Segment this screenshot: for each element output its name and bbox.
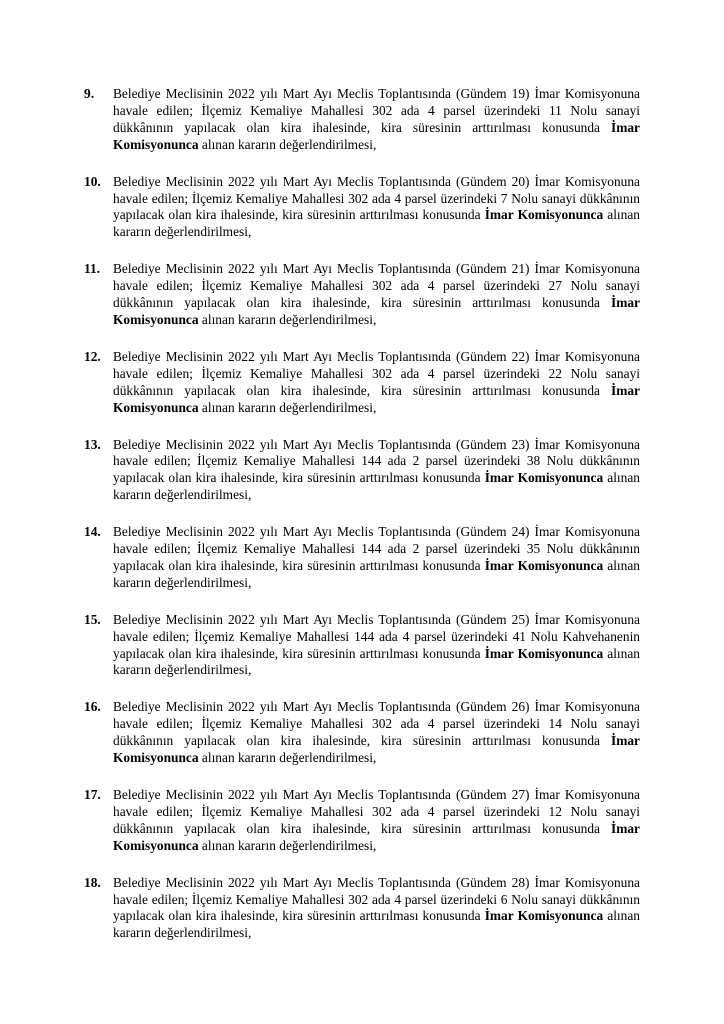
committee-name: İmar Komisyonunca — [113, 119, 640, 152]
agenda-item-text — [113, 612, 640, 680]
agenda-item-ending: alınan kararın değerlendirilmesi, — [198, 837, 377, 853]
committee-name: İmar Komisyonunca — [484, 908, 604, 924]
agenda-item-ending: alınan kararın değerlendirilmesi, — [198, 136, 377, 152]
agenda-item-12 — [84, 349, 640, 417]
agenda-item-text — [113, 86, 640, 154]
agenda-item-13 — [84, 437, 640, 505]
agenda-item-body: Belediye Meclisinin 2022 yılı Mart Ayı Meclis Toplantısında (Gündem 27) İmar Komisyonuna havale edilen; İlçemiz Kemaliye Mahallesi 302 ada 4 parsel üzerindeki 12 Nolu sanayi dükkânının yapılacak olan kira ihalesinde, kira süresinin arttırılması konusunda — [113, 787, 640, 836]
agenda-item-number: 17. — [84, 787, 101, 802]
committee-name: İmar Komisyonunca — [484, 557, 604, 573]
committee-name: İmar Komisyonunca — [113, 820, 640, 853]
agenda-item-body: Belediye Meclisinin 2022 yılı Mart Ayı Meclis Toplantısında (Gündem 19) İmar Komisyonuna havale edilen; İlçemiz Kemaliye Mahallesi 302 ada 4 parsel üzerindeki 11 Nolu sanayi dükkânının yapılacak olan kira ihalesinde, kira süresinin arttırılması konusunda — [113, 86, 640, 135]
agenda-item-number: 12. — [84, 348, 101, 364]
agenda-item-body: Belediye Meclisinin 2022 yılı Mart Ayı Meclis Toplantısında (Gündem 23) İmar Komisyonuna havale edilen; İlçemiz Kemaliye Mahallesi 144 ada 2 parsel üzerindeki 38 Nolu dükkânının yapılacak olan kira ihalesinde, kira süresinin arttırılması konusunda — [113, 436, 640, 486]
agenda-item-number: 16. — [84, 699, 101, 715]
agenda-item-text — [113, 174, 640, 242]
agenda-item-text — [113, 349, 640, 417]
agenda-item-ending: alınan kararın değerlendirilmesi, — [113, 557, 640, 590]
committee-name: İmar Komisyonunca — [113, 295, 640, 327]
agenda-item-17 — [84, 787, 640, 855]
agenda-item-number: 14. — [84, 524, 101, 540]
agenda-item-15 — [84, 612, 640, 680]
agenda-item-number: 9. — [84, 86, 95, 101]
agenda-item-14 — [84, 524, 640, 592]
agenda-item-ending: alınan kararın değerlendirilmesi, — [198, 750, 377, 766]
agenda-item-18 — [84, 875, 640, 943]
agenda-item-body: Belediye Meclisinin 2022 yılı Mart Ayı Meclis Toplantısında (Gündem 22) İmar Komisyonuna havale edilen; İlçemiz Kemaliye Mahallesi 302 ada 4 parsel üzerindeki 22 Nolu sanayi dükkânının yapılacak olan kira ihalesinde, kira süresinin arttırılması konusunda — [113, 348, 640, 398]
agenda-item-ending: alınan kararın değerlendirilmesi, — [113, 908, 640, 941]
agenda-item-text — [113, 787, 640, 855]
committee-name: İmar Komisyonunca — [113, 382, 640, 415]
agenda-item-text — [113, 699, 640, 767]
agenda-item-ending: alınan kararın değerlendirilmesi, — [113, 645, 640, 678]
agenda-item-ending: alınan kararın değerlendirilmesi, — [198, 399, 377, 415]
agenda-item-number: 13. — [84, 436, 101, 452]
agenda-item-body: Belediye Meclisinin 2022 yılı Mart Ayı Meclis Toplantısında (Gündem 25) İmar Komisyonuna havale edilen; İlçemiz Kemaliye Mahallesi 144 ada 4 parsel üzerindeki 41 Nolu Kahvehanenin yapılacak olan kira ihalesinde, kira süresinin arttırılması konusunda — [113, 611, 640, 661]
agenda-item-text — [113, 261, 640, 329]
agenda-item-number: 10. — [84, 173, 101, 189]
agenda-item-ending: alınan kararın değerlendirilmesi, — [113, 207, 640, 240]
agenda-item-text — [113, 875, 640, 943]
agenda-item-body: Belediye Meclisinin 2022 yılı Mart Ayı Meclis Toplantısında (Gündem 24) İmar Komisyonuna havale edilen; İlçemiz Kemaliye Mahallesi 144 ada 2 parsel üzerindeki 35 Nolu dükkânının yapılacak olan kira ihalesinde, kira süresinin arttırılması konusunda — [113, 524, 640, 573]
agenda-item-10 — [84, 174, 640, 242]
agenda-item-ending: alınan kararın değerlendirilmesi, — [198, 311, 377, 327]
agenda-item-16 — [84, 699, 640, 767]
committee-name: İmar Komisyonunca — [484, 470, 604, 486]
agenda-item-ending: alınan kararın değerlendirilmesi, — [113, 470, 640, 503]
agenda-item-text — [113, 524, 640, 592]
agenda-item-body: Belediye Meclisinin 2022 yılı Mart Ayı Meclis Toplantısında (Gündem 21) İmar Komisyonuna havale edilen; İlçemiz Kemaliye Mahallesi 302 ada 4 parsel üzerindeki 27 Nolu sanayi dükkânının yapılacak olan kira ihalesinde, kira süresinin arttırılması konusunda — [113, 261, 640, 311]
agenda-item-9 — [84, 86, 640, 154]
agenda-item-text — [113, 437, 640, 505]
agenda-item-11 — [84, 261, 640, 329]
agenda-list — [84, 86, 640, 962]
committee-name: İmar Komisyonunca — [484, 645, 604, 661]
agenda-item-body: Belediye Meclisinin 2022 yılı Mart Ayı Meclis Toplantısında (Gündem 28) İmar Komisyonuna havale edilen; İlçemiz Kemaliye Mahallesi 302 ada 4 parsel üzerindeki 6 Nolu sanayi dükkânının yapılacak olan kira ihalesinde, kira süresinin arttırılması konusunda — [113, 874, 640, 924]
agenda-item-body: Belediye Meclisinin 2022 yılı Mart Ayı Meclis Toplantısında (Gündem 20) İmar Komisyonuna havale edilen; İlçemiz Kemaliye Mahallesi 302 ada 4 parsel üzerindeki 7 Nolu sanayi dükkânının yapılacak olan kira ihalesinde, kira süresinin arttırılması konusunda — [113, 173, 640, 223]
agenda-item-number: 18. — [84, 874, 101, 890]
agenda-item-number: 11. — [84, 261, 100, 277]
agenda-item-number: 15. — [84, 611, 101, 627]
committee-name: İmar Komisyonunca — [484, 207, 604, 223]
agenda-item-body: Belediye Meclisinin 2022 yılı Mart Ayı Meclis Toplantısında (Gündem 26) İmar Komisyonuna havale edilen; İlçemiz Kemaliye Mahallesi 302 ada 4 parsel üzerindeki 14 Nolu sanayi dükkânının yapılacak olan kira ihalesinde, kira süresinin arttırılması konusunda — [113, 699, 640, 749]
committee-name: İmar Komisyonunca — [113, 733, 640, 766]
